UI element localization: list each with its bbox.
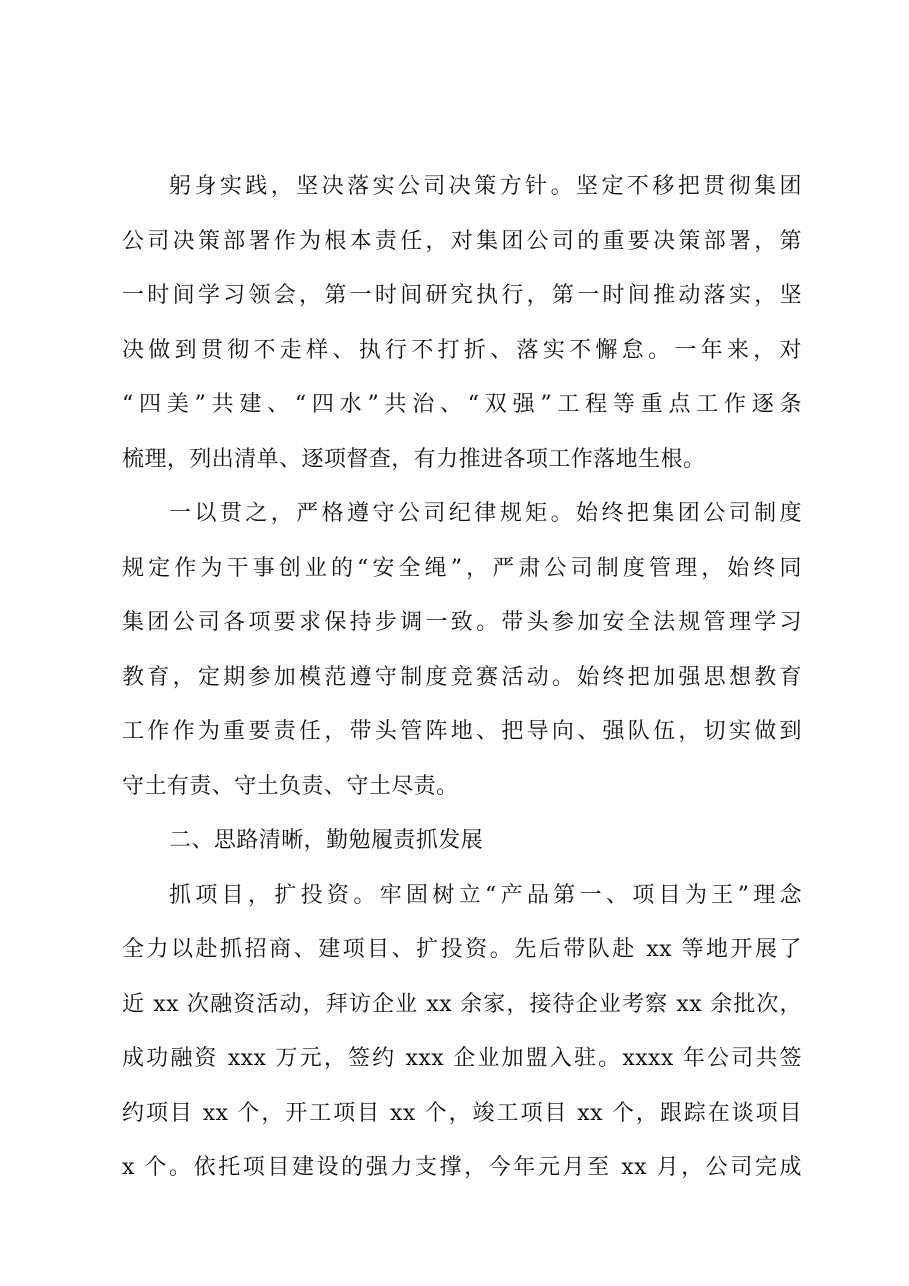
section-heading: 二、思路清晰，勤勉履责抓发展 — [169, 828, 484, 853]
paragraph-3-line-1: 抓项目，扩投资。牢固树立“产品第一、项目为王”理念 — [169, 882, 802, 908]
paragraph-1-line-4: 决做到贯彻不走样、执行不打折、落实不懈怠。一年来，对 — [122, 337, 802, 363]
paragraph-1-line-6: 梳理，列出清单、逐项督查，有力推进各项工作落地生根。 — [122, 446, 706, 472]
paragraph-3-line-5: 约项目 xx 个，开工项目 xx 个，竣工项目 xx 个，跟踪在谈项目 — [122, 1100, 802, 1126]
document-body — [122, 160, 802, 1196]
paragraph-2-line-5: 工作作为重要责任，带头管阵地、把导向、强队伍，切实做到 — [122, 719, 802, 744]
paragraph-1-line-1: 躬身实践，坚决落实公司决策方针。坚定不移把贯彻集团 — [169, 174, 802, 199]
paragraph-2-line-4: 教育，定期参加模范遵守制度竞赛活动。始终把加强思想教育 — [122, 664, 802, 690]
paragraph-1-line-5: “四美”共建、“四水”共治、“双强”工程等重点工作逐条 — [122, 392, 802, 417]
paragraph-1-line-2: 公司决策部署作为根本责任，对集团公司的重要决策部署，第 — [122, 228, 802, 254]
paragraph-3-line-3: 近 xx 次融资活动，拜访企业 xx 余家，接待企业考察 xx 余批次， — [122, 991, 802, 1017]
paragraph-2-line-6: 守土有责、守土负责、守土尽责。 — [122, 773, 459, 799]
paragraph-2-line-3: 集团公司各项要求保持步调一致。带头参加安全法规管理学习 — [122, 610, 802, 635]
paragraph-3-line-6: x 个。依托项目建设的强力支撑，今年元月至 xx 月，公司完成 — [122, 1155, 802, 1180]
paragraph-2-line-1: 一以贯之，严格遵守公司纪律规矩。始终把集团公司制度 — [169, 501, 802, 526]
paragraph-3-line-4: 成功融资 xxx 万元，签约 xxx 企业加盟入驻。xxxx 年公司共签 — [122, 1046, 802, 1071]
paragraph-2-line-2: 规定作为干事创业的“安全绳”，严肃公司制度管理，始终同 — [122, 555, 802, 581]
paragraph-1-line-3: 一时间学习领会，第一时间研究执行，第一时间推动落实，坚 — [122, 283, 802, 308]
paragraph-3-line-2: 全力以赴抓招商、建项目、扩投资。先后带队赴 xx 等地开展了 — [122, 937, 802, 962]
